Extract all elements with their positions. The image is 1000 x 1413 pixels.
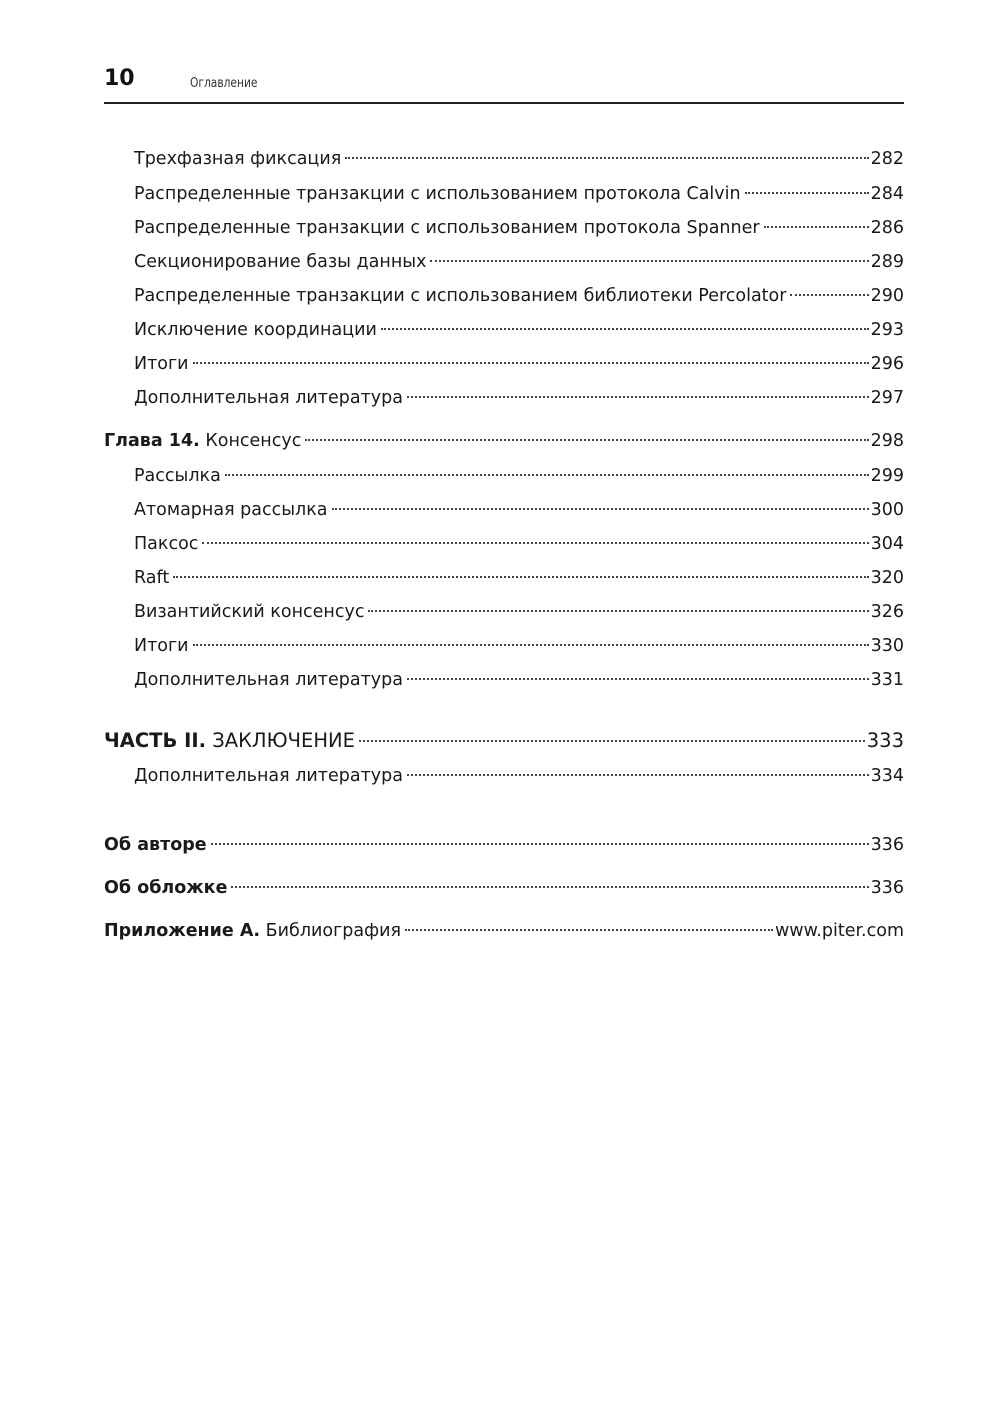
toc-entry-title: Итоги <box>134 354 189 374</box>
toc-entry-page: 320 <box>870 568 904 588</box>
toc-entry-title: Raft <box>134 568 170 588</box>
toc-entry-title: ЗАКЛЮЧЕНИЕ <box>212 729 355 752</box>
running-header <box>104 62 904 104</box>
toc-entry-title: Дополнительная литература <box>134 766 403 786</box>
toc-entry-page: 326 <box>870 602 904 622</box>
dot-leader <box>407 396 869 398</box>
toc-section-entry <box>104 832 904 858</box>
toc-entry-title: Атомарная рассылка <box>134 500 328 520</box>
dot-leader <box>407 774 869 776</box>
toc-entry-title: Дополнительная литература <box>134 670 403 690</box>
dot-leader <box>193 362 869 364</box>
toc-entry <box>134 283 904 309</box>
toc-entry <box>134 181 904 207</box>
toc-entry-page: 304 <box>870 534 904 554</box>
toc-entry-title: Консенсус <box>205 431 302 451</box>
dot-leader <box>381 328 869 330</box>
toc-entry-page: 284 <box>870 184 904 204</box>
dot-leader <box>359 740 865 742</box>
toc-entry <box>134 599 904 625</box>
toc-entry <box>134 249 904 275</box>
toc-entry <box>134 146 904 172</box>
dot-leader <box>202 542 868 544</box>
toc-entry-title: Секционирование базы данных <box>134 252 427 272</box>
dot-leader <box>764 226 869 228</box>
page-number: 10 <box>104 66 135 91</box>
toc-appendix-entry <box>104 918 904 944</box>
toc-entry-title: Распределенные транзакции с использованием библиотеки Percolator <box>134 286 787 306</box>
toc-part-entry <box>104 728 904 754</box>
toc-entry-page: 300 <box>870 500 904 520</box>
toc-entry-page: 297 <box>870 388 904 408</box>
dot-leader <box>368 610 868 612</box>
dot-leader <box>193 644 869 646</box>
toc-entry-page: www.piter.com <box>774 921 904 941</box>
toc-entry-page: 333 <box>866 729 904 752</box>
dot-leader <box>430 260 868 262</box>
toc-entry-page: 282 <box>870 149 904 169</box>
toc-entry <box>134 385 904 411</box>
toc-entry <box>134 763 904 789</box>
toc-entry <box>134 317 904 343</box>
toc-entry <box>134 463 904 489</box>
toc-entry <box>134 497 904 523</box>
toc-entry-title: Итоги <box>134 636 189 656</box>
dot-leader <box>745 192 869 194</box>
toc-entry <box>134 565 904 591</box>
toc-entry-page: 336 <box>870 878 904 898</box>
toc-entry <box>134 633 904 659</box>
toc-entry <box>134 215 904 241</box>
running-header-title: Оглавление <box>190 76 258 91</box>
toc-entry-page: 298 <box>870 431 904 451</box>
toc-appendix-label: Приложение А. <box>104 921 261 941</box>
toc-entry-page: 290 <box>870 286 904 306</box>
toc-entry-title: Библиография <box>265 921 401 941</box>
toc-entry-page: 299 <box>870 466 904 486</box>
toc-entry-page: 331 <box>870 670 904 690</box>
dot-leader <box>790 294 868 296</box>
toc-entry-page: 286 <box>870 218 904 238</box>
toc-entry-title: Распределенные транзакции с использованием протокола Spanner <box>134 218 760 238</box>
toc-entry <box>134 531 904 557</box>
toc-entry-title: Трехфазная фиксация <box>134 149 342 169</box>
toc-entry-title: Дополнительная литература <box>134 388 403 408</box>
toc-section-label: Об обложке <box>104 878 228 898</box>
dot-leader <box>173 576 868 578</box>
dot-leader <box>225 474 869 476</box>
toc-entry-page: 296 <box>870 354 904 374</box>
toc-entry-page: 293 <box>870 320 904 340</box>
toc-section-entry <box>104 875 904 901</box>
toc-entry-page: 330 <box>870 636 904 656</box>
toc-chapter-entry <box>104 428 904 454</box>
dot-leader <box>231 886 868 888</box>
toc-entry-title: Рассылка <box>134 466 221 486</box>
toc-entry-title: Паксос <box>134 534 199 554</box>
toc-section-label: Об авторе <box>104 835 207 855</box>
dot-leader <box>405 929 773 931</box>
dot-leader <box>332 508 869 510</box>
toc-entry <box>134 351 904 377</box>
toc-entry-title: Византийский консенсус <box>134 602 365 622</box>
toc-entry-page: 336 <box>870 835 904 855</box>
dot-leader <box>345 157 868 159</box>
toc-chapter-label: Глава 14. <box>104 431 200 451</box>
dot-leader <box>305 439 868 441</box>
toc-entry-page: 289 <box>870 252 904 272</box>
toc-part-label: ЧАСТЬ II. <box>104 729 207 752</box>
toc-entry-title: Исключение координации <box>134 320 377 340</box>
dot-leader <box>407 678 869 680</box>
toc-entry <box>134 667 904 693</box>
toc-entry-title: Распределенные транзакции с использованием протокола Calvin <box>134 184 741 204</box>
dot-leader <box>211 843 869 845</box>
toc-entry-page: 334 <box>870 766 904 786</box>
